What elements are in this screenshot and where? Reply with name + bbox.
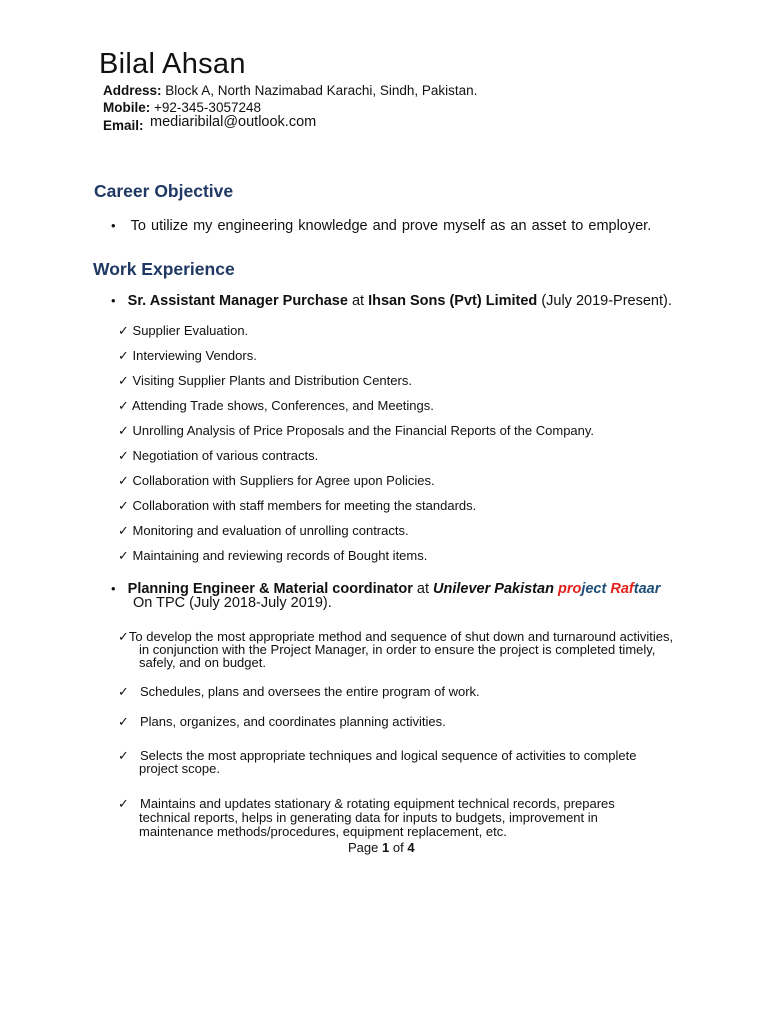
- career-objective-text: To utilize my engineering knowledge and prove myself as an asset to employer.: [130, 218, 652, 234]
- job1-duty-text: Interviewing Vendors.: [132, 348, 257, 363]
- bullet-icon: •: [111, 581, 116, 596]
- check-icon: ✓: [118, 796, 129, 811]
- mobile-line: [103, 100, 261, 115]
- job1-duty-text: Attending Trade shows, Conferences, and Meetings.: [131, 398, 434, 413]
- job1-duty-item: [118, 448, 318, 464]
- job2-duty-3: ✓ Plans, organizes, and coordinates planning activities.: [118, 714, 446, 729]
- bullet-icon: •: [111, 293, 116, 308]
- job2-duty-5-line3: maintenance methods/procedures, equipment replacement, etc.: [139, 824, 507, 839]
- check-icon: ✓: [118, 448, 129, 463]
- check-icon: ✓: [118, 548, 129, 563]
- check-icon: ✓: [118, 373, 129, 388]
- job2-period: On TPC (July 2018-July 2019).: [133, 595, 332, 611]
- job2-duty-2: ✓ Schedules, plans and oversees the entire program of work.: [118, 684, 480, 699]
- job2-project: project Raftaar: [557, 581, 661, 597]
- job1-duty-item: [118, 473, 435, 489]
- job1-duty-item: [118, 498, 476, 514]
- job1-header: [111, 293, 672, 309]
- job2-at: at: [416, 581, 429, 597]
- job1-duty-text: Unrolling Analysis of Price Proposals and the Financial Reports of the Company.: [132, 423, 595, 438]
- address-label: Address:: [103, 83, 162, 98]
- page-number: Page 1 of 4: [348, 840, 415, 855]
- career-objective-item: [111, 218, 651, 234]
- work-experience-heading: Work Experience: [93, 259, 235, 279]
- job1-duty-item: [118, 423, 594, 439]
- check-icon: ✓: [118, 714, 129, 729]
- job1-duty-item: [118, 398, 434, 414]
- email-value[interactable]: mediaribilal@outlook.com: [150, 114, 317, 130]
- address-value: Block A, North Nazimabad Karachi, Sindh, Pakistan.: [165, 83, 478, 98]
- check-icon: ✓: [118, 398, 129, 413]
- check-icon: ✓: [118, 423, 129, 438]
- job1-duty-text: Visiting Supplier Plants and Distribution Centers.: [132, 373, 412, 388]
- job1-duty-text: Maintaining and reviewing records of Bought items.: [132, 548, 428, 563]
- job1-duty-text: Monitoring and evaluation of unrolling contracts.: [132, 523, 409, 538]
- job1-duty-item: [118, 348, 257, 364]
- check-icon: ✓: [118, 748, 129, 763]
- job1-duty-item: [118, 523, 409, 539]
- job2-duty-1-line2: in conjunction with the Project Manager, in order to ensure the project is completed timely,: [139, 642, 656, 657]
- email-label: Email:: [103, 118, 144, 133]
- applicant-name: Bilal Ahsan: [99, 48, 246, 80]
- check-icon: ✓: [118, 684, 129, 699]
- job1-period: (July 2019-Present).: [541, 293, 672, 309]
- job2-duty-5: ✓ Maintains and updates stationary & rotating equipment technical records, prepares: [118, 796, 615, 811]
- bullet-icon: •: [111, 218, 116, 233]
- job1-duty-item: [118, 373, 412, 389]
- mobile-value: +92-345-3057248: [154, 100, 261, 115]
- career-objective-heading: Career Objective: [94, 181, 234, 201]
- job1-duty-item: [118, 323, 248, 339]
- check-icon: ✓: [118, 348, 129, 363]
- job1-duty-text: Supplier Evaluation.: [132, 323, 249, 338]
- check-icon: ✓: [118, 473, 129, 488]
- check-icon: ✓: [118, 523, 129, 538]
- job1-company: Ihsan Sons (Pvt) Limited: [368, 293, 538, 309]
- address-line: [103, 83, 477, 98]
- job2-duty-5-line2: technical reports, helps in generating data for inputs to budgets, improvement in: [139, 810, 598, 825]
- check-icon: ✓: [118, 323, 129, 338]
- check-icon: ✓: [118, 629, 129, 644]
- job1-duty-item: [118, 548, 427, 564]
- job2-duty-4: ✓ Selects the most appropriate techniques and logical sequence of activities to complete: [118, 748, 637, 763]
- check-icon: ✓: [118, 498, 129, 513]
- job2-duty-1-line1: To develop the most appropriate method and sequence of shut down and turnaround activities,: [128, 629, 674, 644]
- mobile-label: Mobile:: [103, 100, 151, 115]
- job1-duty-text: Negotiation of various contracts.: [132, 448, 319, 463]
- job2-company: Unilever Pakistan: [433, 581, 554, 597]
- job2-title: Planning Engineer & Material coordinator: [127, 581, 413, 597]
- job1-title: Sr. Assistant Manager Purchase: [127, 293, 348, 309]
- job2-duty-1-line3: safely, and on budget.: [139, 655, 266, 670]
- job1-duty-text: Collaboration with Suppliers for Agree upon Policies.: [132, 473, 435, 488]
- job1-duty-text: Collaboration with staff members for meeting the standards.: [132, 498, 477, 513]
- job2-duty-4-line2: project scope.: [139, 761, 220, 776]
- job1-at: at: [351, 293, 365, 309]
